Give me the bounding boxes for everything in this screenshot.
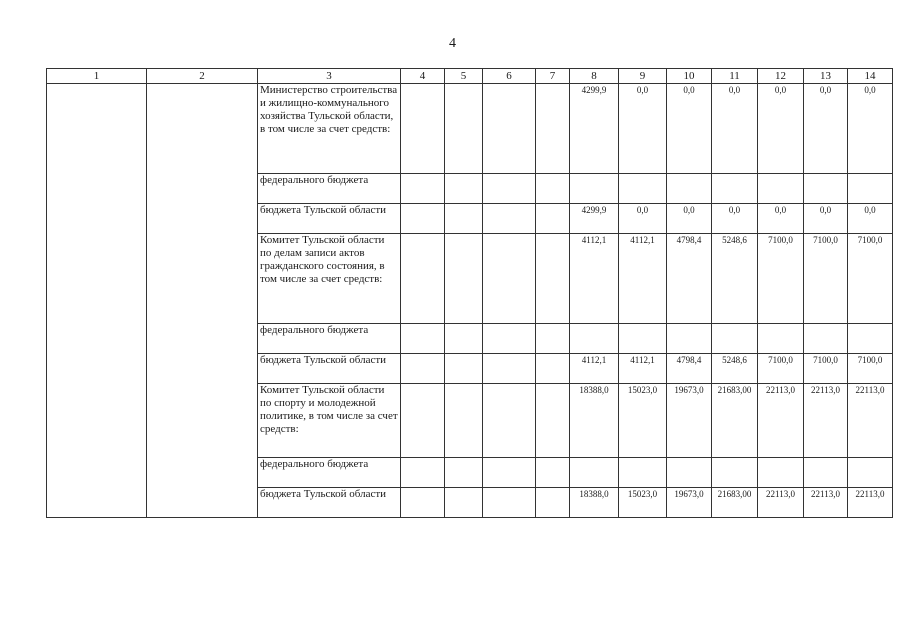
value-cell-col14: 7100,0 bbox=[848, 234, 893, 324]
value-cell-col8: 4299,9 bbox=[570, 84, 619, 174]
empty-cell bbox=[536, 354, 570, 384]
empty-cell bbox=[401, 234, 445, 324]
empty-cell bbox=[536, 234, 570, 324]
col-header-3: 3 bbox=[258, 69, 401, 84]
value-cell-col11: 0,0 bbox=[712, 84, 758, 174]
value-cell-col11: 21683,00 bbox=[712, 488, 758, 518]
value-cell-col8: 4112,1 bbox=[570, 354, 619, 384]
col-header-8: 8 bbox=[570, 69, 619, 84]
value-cell-col13: 22113,0 bbox=[804, 384, 848, 458]
col-header-1: 1 bbox=[47, 69, 147, 84]
value-cell-col9: 0,0 bbox=[619, 204, 667, 234]
empty-cell bbox=[483, 174, 536, 204]
table-row bbox=[47, 84, 893, 174]
value-cell-col12 bbox=[758, 324, 804, 354]
value-cell-col14: 0,0 bbox=[848, 204, 893, 234]
row-name: Комитет Тульской области по спорту и молодежной политике, в том числе за счет средств: bbox=[258, 384, 401, 458]
value-cell-col13 bbox=[804, 458, 848, 488]
empty-cell bbox=[401, 488, 445, 518]
empty-cell bbox=[483, 204, 536, 234]
col-header-6: 6 bbox=[483, 69, 536, 84]
value-cell-col11: 0,0 bbox=[712, 204, 758, 234]
value-cell-col13 bbox=[804, 324, 848, 354]
col-header-2: 2 bbox=[147, 69, 258, 84]
col-header-7: 7 bbox=[536, 69, 570, 84]
value-cell-col8: 18388,0 bbox=[570, 384, 619, 458]
value-cell-col10: 0,0 bbox=[667, 204, 712, 234]
value-cell-col12: 22113,0 bbox=[758, 384, 804, 458]
value-cell-col14: 0,0 bbox=[848, 84, 893, 174]
value-cell-col11: 5248,6 bbox=[712, 354, 758, 384]
value-cell-col14: 7100,0 bbox=[848, 354, 893, 384]
col-header-4: 4 bbox=[401, 69, 445, 84]
empty-cell bbox=[483, 354, 536, 384]
row-name: бюджета Тульской области bbox=[258, 354, 401, 384]
empty-cell bbox=[401, 458, 445, 488]
empty-cell bbox=[483, 488, 536, 518]
value-cell-col8 bbox=[570, 174, 619, 204]
empty-cell bbox=[401, 84, 445, 174]
value-cell-col11: 21683,00 bbox=[712, 384, 758, 458]
value-cell-col10: 19673,0 bbox=[667, 488, 712, 518]
value-cell-col13: 22113,0 bbox=[804, 488, 848, 518]
col-header-14: 14 bbox=[848, 69, 893, 84]
value-cell-col13: 7100,0 bbox=[804, 234, 848, 324]
value-cell-col13: 0,0 bbox=[804, 84, 848, 174]
page-number: 4 bbox=[449, 36, 456, 51]
value-cell-col8: 4112,1 bbox=[570, 234, 619, 324]
empty-cell bbox=[536, 458, 570, 488]
value-cell-col13 bbox=[804, 174, 848, 204]
value-cell-col8: 4299,9 bbox=[570, 204, 619, 234]
value-cell-col10 bbox=[667, 174, 712, 204]
value-cell-col12: 0,0 bbox=[758, 204, 804, 234]
empty-cell bbox=[401, 384, 445, 458]
col-header-9: 9 bbox=[619, 69, 667, 84]
value-cell-col12 bbox=[758, 458, 804, 488]
value-cell-col13: 0,0 bbox=[804, 204, 848, 234]
value-cell-col14 bbox=[848, 174, 893, 204]
empty-cell bbox=[445, 234, 483, 324]
value-cell-col8: 18388,0 bbox=[570, 488, 619, 518]
empty-cell bbox=[445, 488, 483, 518]
col-header-12: 12 bbox=[758, 69, 804, 84]
col1-merged-cell bbox=[47, 84, 147, 518]
empty-cell bbox=[401, 354, 445, 384]
value-cell-col12: 22113,0 bbox=[758, 488, 804, 518]
value-cell-col10: 4798,4 bbox=[667, 354, 712, 384]
value-cell-col14: 22113,0 bbox=[848, 488, 893, 518]
col-header-13: 13 bbox=[804, 69, 848, 84]
row-name: федерального бюджета bbox=[258, 174, 401, 204]
value-cell-col12 bbox=[758, 174, 804, 204]
empty-cell bbox=[483, 458, 536, 488]
value-cell-col9: 4112,1 bbox=[619, 354, 667, 384]
value-cell-col8 bbox=[570, 324, 619, 354]
value-cell-col14 bbox=[848, 458, 893, 488]
value-cell-col10: 4798,4 bbox=[667, 234, 712, 324]
empty-cell bbox=[445, 204, 483, 234]
value-cell-col8 bbox=[570, 458, 619, 488]
empty-cell bbox=[401, 324, 445, 354]
value-cell-col13: 7100,0 bbox=[804, 354, 848, 384]
empty-cell bbox=[483, 324, 536, 354]
row-name: федерального бюджета bbox=[258, 458, 401, 488]
empty-cell bbox=[536, 488, 570, 518]
value-cell-col10 bbox=[667, 324, 712, 354]
value-cell-col9: 4112,1 bbox=[619, 234, 667, 324]
empty-cell bbox=[483, 384, 536, 458]
value-cell-col11 bbox=[712, 324, 758, 354]
empty-cell bbox=[536, 384, 570, 458]
value-cell-col9: 15023,0 bbox=[619, 488, 667, 518]
empty-cell bbox=[483, 84, 536, 174]
row-name: Комитет Тульской области по делам записи актов гражданского состояния, в том числе за счет средств: bbox=[258, 234, 401, 324]
empty-cell bbox=[536, 204, 570, 234]
value-cell-col12: 7100,0 bbox=[758, 354, 804, 384]
empty-cell bbox=[445, 174, 483, 204]
value-cell-col11 bbox=[712, 174, 758, 204]
empty-cell bbox=[483, 234, 536, 324]
col-header-11: 11 bbox=[712, 69, 758, 84]
col2-merged-cell bbox=[147, 84, 258, 518]
empty-cell bbox=[401, 204, 445, 234]
empty-cell bbox=[536, 84, 570, 174]
empty-cell bbox=[445, 384, 483, 458]
value-cell-col12: 0,0 bbox=[758, 84, 804, 174]
value-cell-col9 bbox=[619, 174, 667, 204]
value-cell-col12: 7100,0 bbox=[758, 234, 804, 324]
empty-cell bbox=[536, 174, 570, 204]
budget-table bbox=[46, 68, 893, 518]
empty-cell bbox=[445, 84, 483, 174]
value-cell-col10: 19673,0 bbox=[667, 384, 712, 458]
empty-cell bbox=[445, 458, 483, 488]
value-cell-col9: 0,0 bbox=[619, 84, 667, 174]
empty-cell bbox=[445, 354, 483, 384]
value-cell-col11 bbox=[712, 458, 758, 488]
col-header-5: 5 bbox=[445, 69, 483, 84]
row-name: бюджета Тульской области bbox=[258, 488, 401, 518]
col-header-10: 10 bbox=[667, 69, 712, 84]
row-name: федерального бюджета bbox=[258, 324, 401, 354]
row-name: Министерство строительства и жилищно-коммунального хозяйства Тульской области, в том числе за счет средств: bbox=[258, 84, 401, 174]
value-cell-col10 bbox=[667, 458, 712, 488]
header-row bbox=[47, 69, 893, 84]
row-name: бюджета Тульской области bbox=[258, 204, 401, 234]
value-cell-col14: 22113,0 bbox=[848, 384, 893, 458]
value-cell-col11: 5248,6 bbox=[712, 234, 758, 324]
empty-cell bbox=[445, 324, 483, 354]
value-cell-col9 bbox=[619, 324, 667, 354]
value-cell-col9 bbox=[619, 458, 667, 488]
value-cell-col14 bbox=[848, 324, 893, 354]
value-cell-col9: 15023,0 bbox=[619, 384, 667, 458]
value-cell-col10: 0,0 bbox=[667, 84, 712, 174]
empty-cell bbox=[401, 174, 445, 204]
empty-cell bbox=[536, 324, 570, 354]
